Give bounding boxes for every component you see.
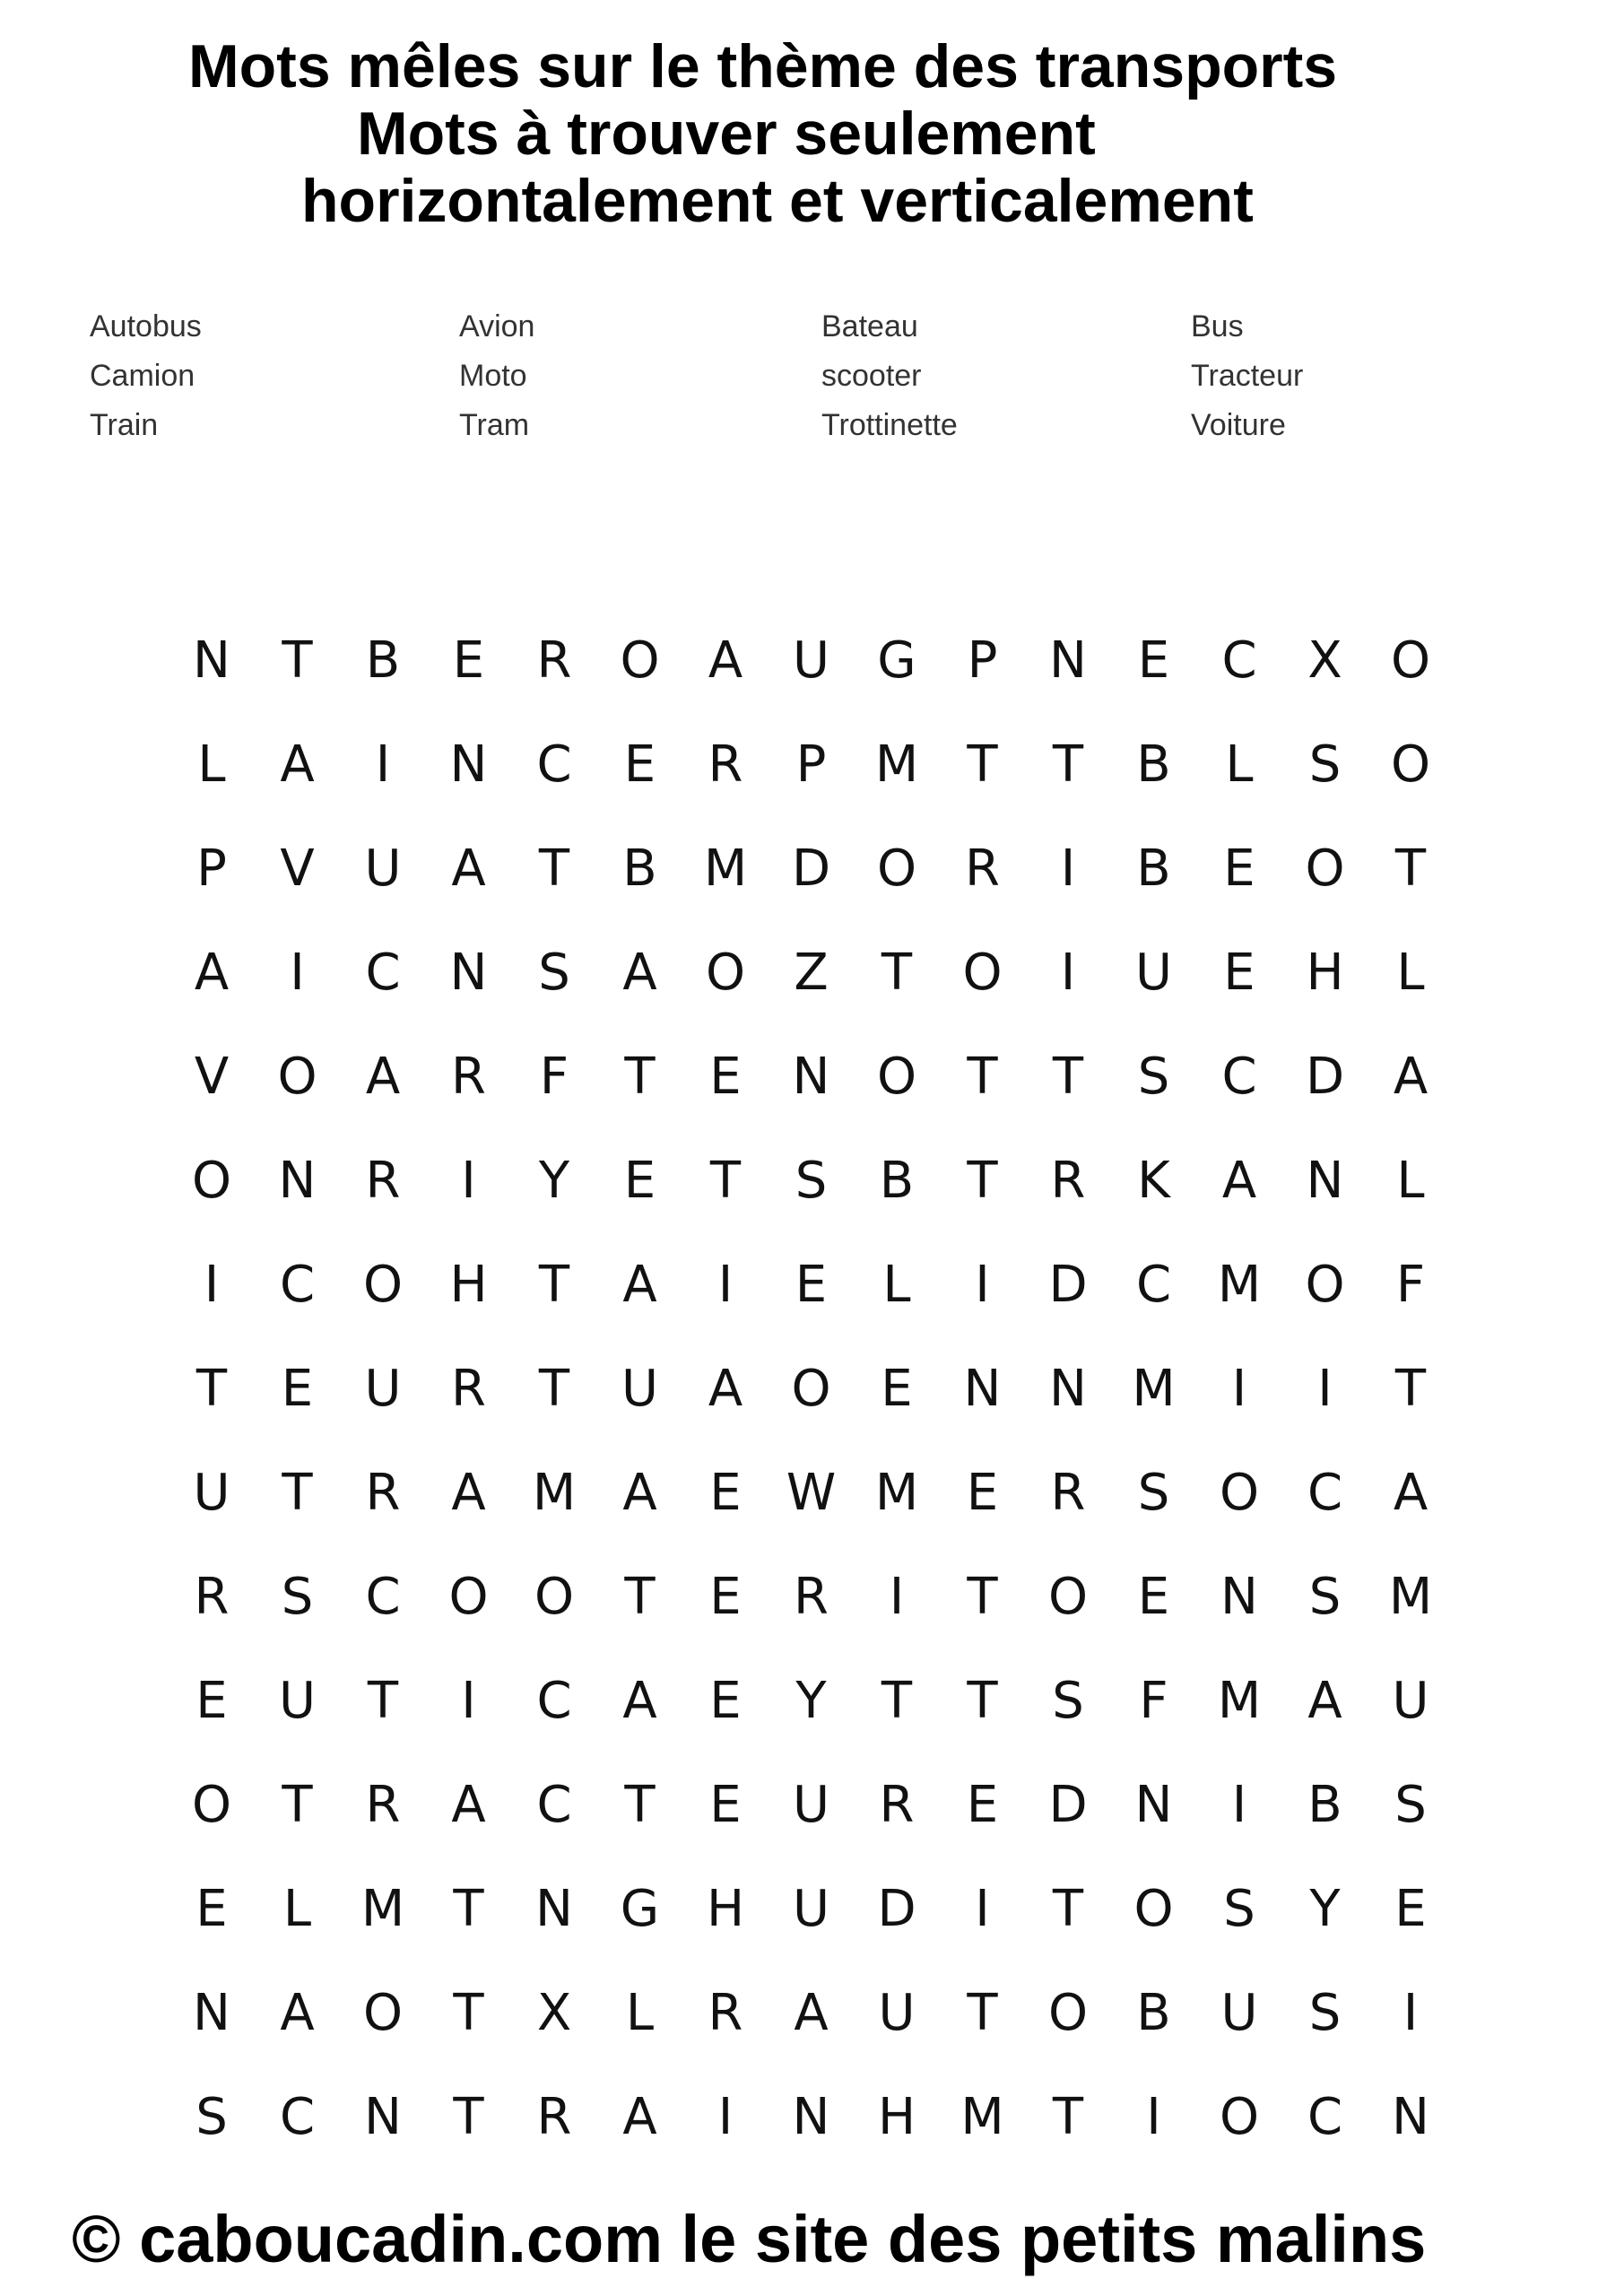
grid-letter[interactable]: T [195, 1360, 228, 1418]
grid-letter[interactable]: C [279, 2088, 316, 2146]
grid-letter[interactable]: T [624, 1776, 656, 1834]
grid-letter[interactable]: E [1223, 944, 1255, 1002]
grid-letter[interactable]: W [786, 1464, 837, 1522]
grid-letter[interactable]: T [967, 1984, 998, 2042]
grid-letter[interactable]: N [1306, 1152, 1344, 1210]
grid-letter[interactable]: L [882, 1256, 911, 1314]
grid-letter[interactable]: R [708, 735, 743, 794]
grid-letter[interactable]: G [620, 1880, 660, 1938]
grid-letter[interactable]: I [1317, 1360, 1333, 1418]
grid-letter[interactable]: G [877, 631, 916, 690]
grid-letter[interactable]: E [281, 1360, 314, 1418]
grid-letter[interactable]: O [1219, 1464, 1260, 1522]
grid-letter[interactable]: R [536, 631, 572, 690]
grid-letter[interactable]: N [278, 1152, 317, 1210]
grid-letter[interactable]: C [536, 735, 572, 794]
grid-letter[interactable]: M [1388, 1568, 1433, 1626]
word-to-find: Camion [90, 359, 195, 393]
grid-letter[interactable]: A [1221, 1152, 1257, 1210]
grid-letter[interactable]: E [881, 1360, 913, 1418]
grid-letter[interactable]: S [1308, 1984, 1342, 2042]
grid-letter[interactable]: C [536, 1672, 572, 1730]
grid-letter[interactable]: O [534, 1568, 575, 1626]
grid-letter[interactable]: D [1048, 1256, 1088, 1314]
grid-letter[interactable]: N [449, 944, 488, 1002]
grid-letter[interactable]: O [362, 1984, 404, 2042]
grid-letter[interactable]: V [194, 1048, 230, 1106]
grid-letter[interactable]: L [197, 735, 226, 794]
grid-letter[interactable]: I [1060, 944, 1076, 1002]
grid-letter[interactable]: T [282, 1464, 313, 1522]
grid-letter[interactable]: P [196, 839, 227, 898]
grid-letter[interactable]: C [1307, 1464, 1343, 1522]
grid-letter[interactable]: A [708, 631, 743, 690]
grid-letter[interactable]: L [1396, 944, 1425, 1002]
grid-letter[interactable]: M [1217, 1256, 1262, 1314]
grid-letter[interactable]: O [962, 944, 1003, 1002]
grid-letter[interactable]: O [876, 1048, 917, 1106]
footer-credit: © caboucadin.com le site des petits malins [72, 2202, 1427, 2276]
grid-letter[interactable]: N [535, 1880, 573, 1938]
grid-letter[interactable]: Y [795, 1672, 827, 1730]
grid-letter[interactable]: X [536, 1984, 572, 2042]
grid-letter[interactable]: Y [1309, 1880, 1341, 1938]
grid-letter[interactable]: T [881, 1672, 913, 1730]
grid-letter[interactable]: O [277, 1048, 317, 1106]
grid-letter[interactable]: U [364, 839, 402, 898]
grid-letter[interactable]: E [795, 1256, 828, 1314]
grid-letter[interactable]: N [193, 631, 230, 690]
grid-letter[interactable]: U [793, 631, 829, 690]
grid-letter[interactable]: O [1219, 2088, 1260, 2146]
grid-letter[interactable]: A [622, 1672, 657, 1730]
grid-letter[interactable]: R [365, 1464, 401, 1522]
grid-letter[interactable]: N [963, 1360, 1002, 1418]
word-to-find: Trottinette [821, 408, 958, 442]
grid-letter[interactable]: M [703, 839, 748, 898]
grid-letter[interactable]: S [538, 944, 570, 1002]
grid-letter[interactable]: A [280, 1984, 315, 2042]
grid-letter[interactable]: R [194, 1568, 230, 1626]
grid-letter[interactable]: C [365, 1568, 401, 1626]
grid-letter[interactable]: E [195, 1672, 228, 1730]
grid-letter[interactable]: L [1225, 735, 1254, 794]
grid-letter[interactable]: I [975, 1256, 990, 1314]
grid-letter[interactable]: R [794, 1568, 829, 1626]
grid-letter[interactable]: N [364, 2088, 402, 2146]
grid-letter[interactable]: E [623, 1152, 656, 1210]
grid-letter[interactable]: E [452, 631, 485, 690]
grid-letter[interactable]: H [877, 2088, 916, 2146]
grid-letter[interactable]: O [448, 1568, 489, 1626]
grid-letter[interactable]: U [193, 1464, 230, 1522]
grid-letter[interactable]: D [1048, 1776, 1088, 1834]
grid-letter[interactable]: Y [538, 1152, 570, 1210]
grid-letter[interactable]: O [1133, 1880, 1174, 1938]
grid-letter[interactable]: P [795, 735, 827, 794]
grid-letter[interactable]: O [191, 1152, 232, 1210]
grid-letter[interactable]: A [622, 944, 657, 1002]
grid-letter[interactable]: C [279, 1256, 316, 1314]
grid-letter[interactable]: I [1403, 1984, 1419, 2042]
grid-letter[interactable]: A [1393, 1464, 1429, 1522]
grid-letter[interactable]: N [1134, 1776, 1173, 1834]
grid-letter[interactable]: M [532, 1464, 577, 1522]
grid-letter[interactable]: L [625, 1984, 655, 2042]
grid-letter[interactable]: E [966, 1464, 999, 1522]
grid-letter[interactable]: B [879, 1152, 915, 1210]
grid-letter[interactable]: E [709, 1672, 742, 1730]
grid-letter[interactable]: I [889, 1568, 905, 1626]
grid-letter[interactable]: T [367, 1672, 399, 1730]
grid-letter[interactable]: T [967, 1152, 998, 1210]
grid-letter[interactable]: I [975, 1880, 990, 1938]
grid-letter[interactable]: O [1305, 1256, 1345, 1314]
grid-letter[interactable]: E [709, 1568, 742, 1626]
grid-letter[interactable]: T [1052, 1048, 1084, 1106]
grid-letter[interactable]: T [1052, 735, 1084, 794]
grid-letter[interactable]: R [965, 839, 1000, 898]
grid-letter[interactable]: O [1390, 735, 1431, 794]
grid-letter[interactable]: B [1136, 839, 1171, 898]
grid-letter[interactable]: U [1392, 1672, 1429, 1730]
grid-letter[interactable]: B [1136, 1984, 1171, 2042]
grid-letter[interactable]: A [1307, 1672, 1342, 1730]
grid-letter[interactable]: R [708, 1984, 743, 2042]
grid-letter[interactable]: O [620, 631, 660, 690]
grid-letter[interactable]: P [967, 631, 998, 690]
grid-letter[interactable]: T [538, 839, 570, 898]
grid-letter[interactable]: S [281, 1568, 314, 1626]
grid-letter[interactable]: O [1305, 839, 1345, 898]
grid-letter[interactable]: B [1307, 1776, 1342, 1834]
grid-letter[interactable]: C [1135, 1256, 1172, 1314]
grid-letter[interactable]: T [881, 944, 913, 1002]
grid-letter[interactable]: L [282, 1880, 312, 1938]
grid-letter[interactable]: T [538, 1256, 570, 1314]
grid-letter[interactable]: B [1136, 735, 1171, 794]
word-to-find: Bus [1191, 309, 1244, 344]
grid-letter[interactable]: O [1047, 1984, 1089, 2042]
grid-letter[interactable]: I [204, 1256, 220, 1314]
grid-letter[interactable]: S [1308, 1568, 1342, 1626]
grid-letter[interactable]: M [874, 735, 919, 794]
grid-letter[interactable]: M [960, 2088, 1004, 2146]
grid-letter[interactable]: M [874, 1464, 919, 1522]
grid-letter[interactable]: S [1223, 1880, 1255, 1938]
grid-letter[interactable]: U [364, 1360, 402, 1418]
grid-letter[interactable]: C [1307, 2088, 1343, 2146]
grid-letter[interactable]: E [709, 1776, 742, 1834]
grid-letter[interactable]: A [194, 944, 230, 1002]
grid-letter[interactable]: I [1146, 2088, 1161, 2146]
word-to-find: Voiture [1191, 408, 1286, 442]
grid-letter[interactable]: I [1231, 1360, 1247, 1418]
grid-letter[interactable]: I [717, 1256, 734, 1314]
grid-letter[interactable]: T [282, 1776, 313, 1834]
grid-letter[interactable]: N [1220, 1568, 1258, 1626]
grid-letter[interactable]: F [1395, 1256, 1426, 1314]
grid-letter[interactable]: S [1137, 1048, 1170, 1106]
grid-letter[interactable]: O [1047, 1568, 1089, 1626]
grid-letter[interactable]: C [1221, 1048, 1257, 1106]
grid-letter[interactable]: H [1306, 944, 1344, 1002]
grid-letter[interactable]: C [536, 1776, 572, 1834]
grid-letter[interactable]: T [1052, 1880, 1084, 1938]
word-to-find: Bateau [821, 309, 918, 344]
grid-letter[interactable]: T [624, 1568, 656, 1626]
word-to-find: Tracteur [1191, 359, 1304, 393]
grid-letter[interactable]: R [365, 1152, 401, 1210]
word-to-find: Tram [459, 408, 530, 442]
grid-letter[interactable]: O [1390, 631, 1431, 690]
grid-letter[interactable]: S [1052, 1672, 1084, 1730]
grid-letter[interactable]: U [1220, 1984, 1258, 2042]
grid-letter[interactable]: T [709, 1152, 742, 1210]
grid-letter[interactable]: T [967, 1048, 998, 1106]
grid-letter[interactable]: A [1393, 1048, 1429, 1106]
word-to-find: Train [90, 408, 159, 442]
grid-letter[interactable]: I [717, 2088, 734, 2146]
grid-letter[interactable]: M [1217, 1672, 1262, 1730]
grid-letter[interactable]: U [279, 1672, 316, 1730]
grid-letter[interactable]: E [195, 1880, 228, 1938]
grid-letter[interactable]: F [1139, 1672, 1168, 1730]
grid-letter[interactable]: D [1305, 1048, 1345, 1106]
grid-letter[interactable]: U [878, 1984, 916, 2042]
grid-letter[interactable]: T [1052, 2088, 1084, 2146]
word-to-find: Moto [459, 359, 527, 393]
grid-letter[interactable]: E [1394, 1880, 1427, 1938]
grid-letter[interactable]: R [1050, 1464, 1086, 1522]
grid-letter[interactable]: T [453, 1880, 484, 1938]
grid-letter[interactable]: F [539, 1048, 569, 1106]
grid-letter[interactable]: H [706, 1880, 745, 1938]
grid-letter[interactable]: E [1137, 631, 1170, 690]
grid-letter[interactable]: R [879, 1776, 915, 1834]
grid-letter[interactable]: I [375, 735, 391, 794]
grid-letter[interactable]: N [193, 1984, 230, 2042]
grid-letter[interactable]: I [290, 944, 305, 1002]
grid-letter[interactable]: U [793, 1880, 829, 1938]
grid-letter[interactable]: I [461, 1672, 476, 1730]
grid-letter[interactable]: S [1394, 1776, 1427, 1834]
grid-letter[interactable]: A [708, 1360, 743, 1418]
grid-letter[interactable]: N [1392, 2088, 1429, 2146]
grid-letter[interactable]: N [449, 735, 488, 794]
grid-letter[interactable]: E [966, 1776, 999, 1834]
grid-letter[interactable]: D [791, 839, 831, 898]
grid-letter[interactable]: E [623, 735, 656, 794]
grid-letter[interactable]: A [451, 839, 486, 898]
grid-letter[interactable]: A [451, 1464, 486, 1522]
grid-letter[interactable]: E [709, 1464, 742, 1522]
grid-letter[interactable]: B [622, 839, 657, 898]
grid-letter[interactable]: K [1137, 1152, 1170, 1210]
grid-letter[interactable]: T [1394, 839, 1427, 898]
grid-letter[interactable]: B [365, 631, 401, 690]
grid-letter[interactable]: S [195, 2088, 228, 2146]
grid-letter[interactable]: N [1049, 1360, 1087, 1418]
grid-letter[interactable]: A [280, 735, 315, 794]
word-to-find: scooter [821, 359, 922, 393]
grid-letter[interactable]: R [536, 2088, 572, 2146]
grid-letter[interactable]: T [967, 735, 998, 794]
grid-letter[interactable]: T [967, 1568, 998, 1626]
title-line-3: horizontalement et verticalement [301, 167, 1254, 235]
grid-letter[interactable]: T [453, 2088, 484, 2146]
grid-letter[interactable]: O [705, 944, 746, 1002]
grid-letter[interactable]: T [967, 1672, 998, 1730]
grid-letter[interactable]: A [365, 1048, 401, 1106]
grid-letter[interactable]: R [1050, 1152, 1086, 1210]
grid-letter[interactable]: V [280, 839, 315, 898]
grid-letter[interactable]: C [365, 944, 401, 1002]
grid-letter[interactable]: T [1394, 1360, 1427, 1418]
grid-letter[interactable]: A [622, 1464, 657, 1522]
word-to-find: Avion [459, 309, 535, 344]
title-line-1: Mots mêles sur le thème des transports [188, 32, 1338, 100]
grid-letter[interactable]: X [1307, 631, 1342, 690]
grid-letter[interactable]: O [791, 1360, 831, 1418]
grid-letter[interactable]: N [792, 1048, 830, 1106]
grid-letter[interactable]: A [622, 2088, 657, 2146]
title-line-2: Mots à trouver seulement [357, 100, 1096, 168]
grid-letter[interactable]: U [1135, 944, 1172, 1002]
grid-letter[interactable]: D [877, 1880, 916, 1938]
grid-letter[interactable]: A [794, 1984, 829, 2042]
grid-letter[interactable]: I [461, 1152, 476, 1210]
grid-letter[interactable]: E [709, 1048, 742, 1106]
grid-letter[interactable]: R [451, 1048, 486, 1106]
grid-letter[interactable]: R [451, 1360, 486, 1418]
grid-letter[interactable]: A [622, 1256, 657, 1314]
grid-letter[interactable]: T [282, 631, 313, 690]
grid-letter[interactable]: I [1231, 1776, 1247, 1834]
grid-letter[interactable]: N [1049, 631, 1087, 690]
grid-letter[interactable]: C [1221, 631, 1257, 690]
grid-letter[interactable]: M [360, 1880, 405, 1938]
grid-letter[interactable]: S [795, 1152, 828, 1210]
grid-letter[interactable]: R [365, 1776, 401, 1834]
grid-letter[interactable]: M [1132, 1360, 1176, 1418]
grid-letter[interactable]: A [451, 1776, 486, 1834]
grid-letter[interactable]: O [362, 1256, 404, 1314]
grid-letter[interactable]: L [1396, 1152, 1425, 1210]
grid-letter[interactable]: O [876, 839, 917, 898]
grid-letter[interactable]: Z [794, 944, 829, 1002]
grid-letter[interactable]: T [453, 1984, 484, 2042]
word-to-find: Autobus [90, 309, 202, 344]
grid-letter[interactable]: U [793, 1776, 829, 1834]
grid-letter[interactable]: E [1137, 1568, 1170, 1626]
grid-letter[interactable]: H [449, 1256, 488, 1314]
grid-letter[interactable]: S [1308, 735, 1342, 794]
grid-letter[interactable]: T [538, 1360, 570, 1418]
grid-letter[interactable]: T [624, 1048, 656, 1106]
grid-letter[interactable]: U [621, 1360, 658, 1418]
grid-letter[interactable]: O [191, 1776, 232, 1834]
grid-letter[interactable]: I [1060, 839, 1076, 898]
grid-letter[interactable]: E [1223, 839, 1255, 898]
grid-letter[interactable]: S [1137, 1464, 1170, 1522]
grid-letter[interactable]: N [792, 2088, 830, 2146]
